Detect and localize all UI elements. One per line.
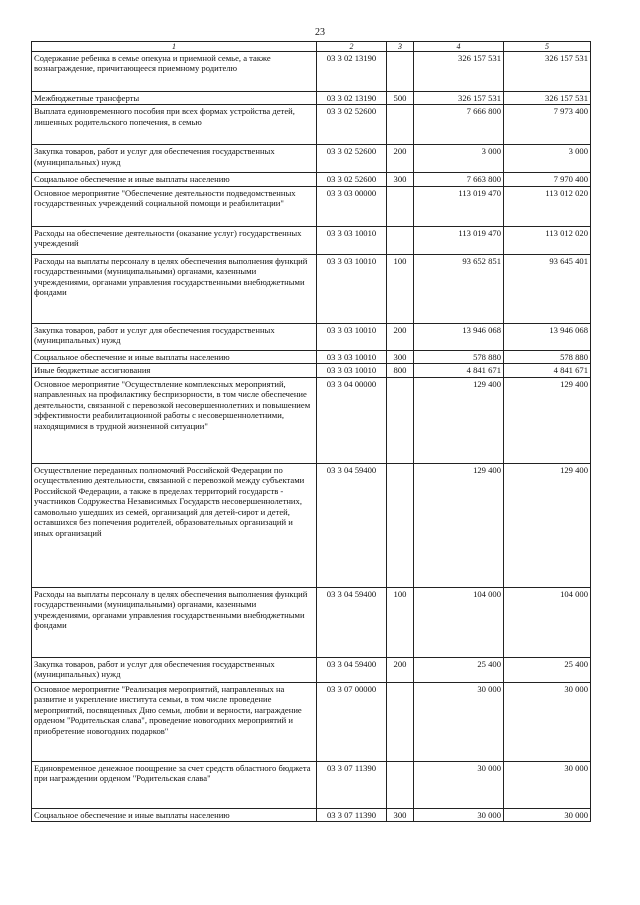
amount-year-2: 326 157 531 [504,52,591,92]
amount-year-2: 30 000 [504,808,591,821]
table-row [32,350,591,363]
table-row [32,52,591,92]
item-code: 03 3 03 00000 [317,186,387,226]
item-code: 03 3 03 10010 [317,364,387,377]
amount-year-1: 113 019 470 [414,226,504,254]
table-row [32,808,591,821]
expense-type [387,761,414,808]
amount-year-1: 578 880 [414,350,504,363]
amount-year-2: 7 973 400 [504,105,591,145]
amount-year-1: 30 000 [414,761,504,808]
table-row [32,587,591,657]
amount-year-2: 30 000 [504,682,591,761]
amount-year-1: 25 400 [414,657,504,682]
table-body [32,52,591,822]
amount-year-1: 7 666 800 [414,105,504,145]
amount-year-1: 129 400 [414,463,504,587]
amount-year-1: 129 400 [414,377,504,463]
amount-year-1: 93 652 851 [414,254,504,323]
item-code: 03 3 04 59400 [317,463,387,587]
amount-year-2: 129 400 [504,377,591,463]
amount-year-1: 4 841 671 [414,364,504,377]
item-code: 03 3 03 10010 [317,323,387,350]
budget-table [31,41,591,822]
table-row [32,92,591,105]
table-row [32,226,591,254]
expense-type: 300 [387,808,414,821]
expense-type [387,226,414,254]
amount-year-2: 3 000 [504,145,591,173]
table-row [32,105,591,145]
expense-type [387,105,414,145]
item-name: Закупка товаров, работ и услуг для обеспечения государственных (муниципальных) нужд [32,145,317,173]
expense-type [387,377,414,463]
expense-type: 200 [387,323,414,350]
header-cell: 2 [317,42,387,52]
amount-year-1: 104 000 [414,587,504,657]
table-row [32,682,591,761]
amount-year-2: 30 000 [504,761,591,808]
expense-type [387,52,414,92]
item-code: 03 3 04 00000 [317,377,387,463]
amount-year-1: 30 000 [414,682,504,761]
item-code: 03 3 07 11390 [317,761,387,808]
item-name: Межбюджетные трансферты [32,92,317,105]
item-name: Закупка товаров, работ и услуг для обеспечения государственных (муниципальных) нужд [32,657,317,682]
amount-year-2: 13 946 068 [504,323,591,350]
item-name: Социальное обеспечение и иные выплаты населению [32,173,317,186]
amount-year-2: 578 880 [504,350,591,363]
amount-year-2: 93 645 401 [504,254,591,323]
header-cell: 4 [414,42,504,52]
table-row [32,173,591,186]
item-code: 03 3 02 52600 [317,145,387,173]
expense-type [387,463,414,587]
amount-year-1: 30 000 [414,808,504,821]
table-row [32,323,591,350]
item-name: Закупка товаров, работ и услуг для обеспечения государственных (муниципальных) нужд [32,323,317,350]
amount-year-2: 7 970 400 [504,173,591,186]
amount-year-2: 326 157 531 [504,92,591,105]
expense-type: 200 [387,657,414,682]
item-name: Расходы на выплаты персоналу в целях обеспечения выполнения функций государственными (муниципальными) органами, казенными учреждениями, органами управления государственными внебюджетными фондами [32,587,317,657]
item-name: Расходы на выплаты персоналу в целях обеспечения выполнения функций государственными (муниципальными) органами, казенными учреждениями, органами управления государственными внебюджетными фондами [32,254,317,323]
item-name: Социальное обеспечение и иные выплаты населению [32,350,317,363]
item-code: 03 3 04 59400 [317,587,387,657]
expense-type: 300 [387,350,414,363]
expense-type [387,682,414,761]
expense-type: 500 [387,92,414,105]
expense-type: 100 [387,254,414,323]
table-row [32,145,591,173]
item-code: 03 3 02 52600 [317,173,387,186]
amount-year-1: 7 663 800 [414,173,504,186]
item-code: 03 3 02 52600 [317,105,387,145]
amount-year-2: 129 400 [504,463,591,587]
expense-type [387,186,414,226]
item-name: Содержание ребенка в семье опекуна и приемной семье, а также вознаграждение, причитающееся приемному родителю [32,52,317,92]
amount-year-1: 326 157 531 [414,92,504,105]
expense-type: 100 [387,587,414,657]
item-name: Выплата единовременного пособия при всех формах устройства детей, лишенных родительского попечения, в семью [32,105,317,145]
expense-type: 800 [387,364,414,377]
header-cell: 1 [32,42,317,52]
expense-type: 300 [387,173,414,186]
item-name: Основное мероприятие "Реализация мероприятий, направленных на развитие и укрепление института семьи, в том числе проведение мероприятий, посвященных Дню семьи, любви и верности, награждение орденом "Родительская слава", проведение новогодних мероприятий и приобретение новогодних подарков" [32,682,317,761]
amount-year-1: 113 019 470 [414,186,504,226]
amount-year-2: 113 012 020 [504,226,591,254]
item-name: Основное мероприятие "Осуществление комплексных мероприятий, направленных на профилактику беспризорности, в том числе обеспечение деятельности, связанной с перевозкой несовершеннолетних и повышением эффективности реабилитационной работы с несовершеннолетними, находящимися в трудной жизненной ситуации" [32,377,317,463]
item-code: 03 3 07 00000 [317,682,387,761]
item-name: Иные бюджетные ассигнования [32,364,317,377]
item-name: Социальное обеспечение и иные выплаты населению [32,808,317,821]
item-code: 03 3 03 10010 [317,226,387,254]
item-code: 03 3 03 10010 [317,350,387,363]
table-row [32,254,591,323]
item-name: Осуществление переданных полномочий Российской Федерации по осуществлению деятельности, связанной с перевозкой между субъектами Российской Федерации, а также в пределах территорий государств - участников Содружества Независимых Государств несовершеннолетних, самовольно ушедших из семей, организаций для детей-сирот и детей, оставшихся без попечения родителей, образовательных организаций и иных организаций [32,463,317,587]
item-code: 03 3 04 59400 [317,657,387,682]
table-row [32,377,591,463]
header-row [32,42,591,52]
amount-year-1: 3 000 [414,145,504,173]
item-code: 03 3 03 10010 [317,254,387,323]
amount-year-1: 326 157 531 [414,52,504,92]
amount-year-2: 25 400 [504,657,591,682]
item-name: Единовременное денежное поощрение за счет средств областного бюджета при награждении орденом "Родительская слава" [32,761,317,808]
table-row [32,186,591,226]
item-name: Основное мероприятие "Обеспечение деятельности подведомственных государственных учреждений социальной помощи и реабилитации" [32,186,317,226]
amount-year-2: 4 841 671 [504,364,591,377]
item-name: Расходы на обеспечение деятельности (оказание услуг) государственных учреждений [32,226,317,254]
amount-year-2: 113 012 020 [504,186,591,226]
amount-year-2: 104 000 [504,587,591,657]
header-cell: 5 [504,42,591,52]
header-cell: 3 [387,42,414,52]
item-code: 03 3 02 13190 [317,92,387,105]
table-row [32,657,591,682]
amount-year-1: 13 946 068 [414,323,504,350]
table-row [32,761,591,808]
table-row [32,463,591,587]
expense-type: 200 [387,145,414,173]
item-code: 03 3 02 13190 [317,52,387,92]
table-row [32,364,591,377]
page-number: 23 [315,27,325,38]
item-code: 03 3 07 11390 [317,808,387,821]
